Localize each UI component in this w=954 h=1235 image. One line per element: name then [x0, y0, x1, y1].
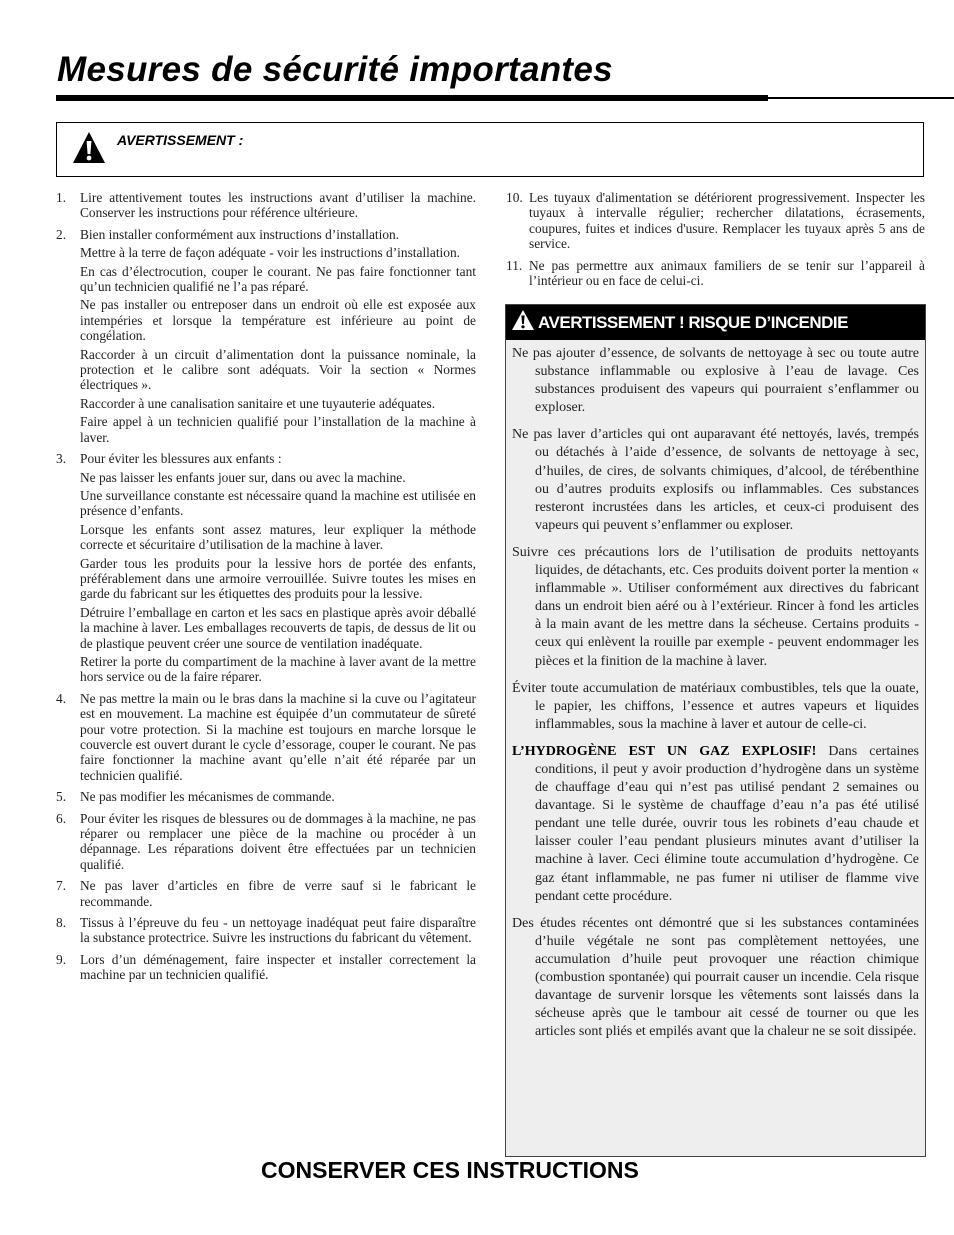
item-text: Lors d’un déménagement, faire inspecter et installer correctement la machine par un technicien qualifié. — [80, 951, 476, 983]
warning-triangle-icon — [511, 309, 535, 336]
list-item — [56, 190, 476, 221]
title-rule-thin — [768, 97, 954, 99]
item-number: 7. — [56, 878, 67, 894]
item-text: Détruire l’emballage en carton et les sacs en plastique après avoir déballé la machine à laver. Les emballages recouverts de tapis, de dessus de lit ou de plastique peuvent créer une source de ventilation inadéquate. — [80, 604, 476, 651]
list-item — [506, 190, 925, 252]
warning-triangle-icon — [72, 131, 106, 170]
item-text: Lorsque les enfants sont assez matures, leur expliquer la méthode correcte et sécuritaire d’utilisation de la machine à laver. — [80, 521, 476, 553]
item-text: Lire attentivement toutes les instructions avant d’utiliser la machine. Conserver les instructions pour référence ultérieure. — [80, 190, 476, 221]
item-text: Garder tous les produits pour la lessive hors de portée des enfants, préférablement dans une armoire verrouillée. Suivre toutes les mises en garde du fabricant sur les étiquettes des produits pour la lessive. — [80, 555, 476, 602]
right-instructions-column — [506, 190, 925, 294]
fire-warning-body — [506, 340, 925, 1041]
item-number: 5. — [56, 789, 67, 805]
list-item — [56, 451, 476, 685]
item-text: Bien installer conformément aux instructions d’installation. — [80, 226, 400, 242]
fire-warning-text: Des études récentes ont démontré que si les substances contaminées d’huile végétale ne sont pas complètement nettoyées, une accumulation d’huile peut provoquer une réaction chimique (combustion spontanée) qui pourrait causer un incendie. Cela risque davantage de survenir lorsque les vêtements sont laissés dans la sécheuse après que le tambour ait cessé de tourner ou que les articles sont pliés et empilés avant que la chaleur ne se soit dissipée. — [512, 915, 919, 1040]
page-title: Mesures de sécurité importantes — [57, 50, 613, 89]
fire-warning-text: Éviter toute accumulation de matériaux combustibles, tels que la ouate, le papier, les chiffons, l’essence et autres vapeurs et liquides inflammables, sous la machine à laver et autour de celle-ci. — [512, 680, 919, 732]
item-text: Raccorder à une canalisation sanitaire et une tuyauterie adéquates. — [80, 395, 436, 411]
item-number: 4. — [56, 690, 67, 706]
item-number: 2. — [56, 226, 67, 242]
fire-warning-text: Suivre ces précautions lors de l’utilisation de produits nettoyants liquides, de détachants, etc. Ces produits doivent porter la mention « inflammable ». Utiliser conformément aux directives du fabricant dans un endroit bien aéré ou à l’extérieur. Rincer à fond les articles à la main avant de les mettre dans la sécheuse. Certains produits - ceux qui enlèvent la rouille par exemple - peuvent endommager les pièces et la finition de la machine à laver. — [512, 544, 919, 669]
item-text: Mettre à la terre de façon adéquate - voir les instructions d’installation. — [80, 245, 461, 261]
fire-warning-paragraph — [512, 544, 919, 671]
item-number: 11. — [506, 257, 523, 273]
left-instructions-column — [56, 190, 476, 989]
fire-warning-paragraph — [512, 345, 919, 417]
fire-warning-heading: AVERTISSEMENT ! RISQUE D’INCENDIE — [538, 312, 848, 332]
fire-warning-paragraph — [512, 915, 919, 1042]
fire-warning-header — [506, 305, 925, 340]
item-number: 1. — [56, 190, 67, 205]
item-text: Pour éviter les blessures aux enfants : — [80, 451, 282, 467]
fire-warning-paragraph — [512, 426, 919, 535]
save-instructions-footer: CONSERVER CES INSTRUCTIONS — [261, 1157, 639, 1183]
list-item — [56, 915, 476, 946]
fire-warning-paragraph — [512, 743, 919, 906]
item-text: Faire appel à un technicien qualifié pour l’installation de la machine à laver. — [80, 414, 476, 445]
fire-warning-box — [505, 304, 926, 1157]
list-item — [56, 227, 476, 445]
fire-warning-text: Ne pas laver d’articles qui ont auparavant été nettoyés, lavés, trempés ou détachés à l’aide d’essence, de solvants de nettoyage à sec, d’huiles, de cires, de solvants chimiques, d’alcool, de térébenthine ou d’autres produits explosifs ou inflammables. Ces substances resteront incrustées dans les articles, et ceux-ci produisent des vapeurs qui peuvent s’enflammer ou exploser. — [512, 427, 919, 533]
list-item — [56, 952, 476, 983]
item-text: Ne pas laver d’articles en fibre de verre sauf si le fabricant le recommande. — [80, 878, 476, 909]
item-text: Les tuyaux d'alimentation se détériorent progressivement. Inspecter les tuyaux à intervalle régulier; rechercher dilatations, écrasements, coupures, fuites et indices d'usure. Remplacer les tuyaux après 5 ans de service. — [529, 190, 925, 252]
item-number: 9. — [56, 951, 67, 967]
item-text: Ne pas installer ou entreposer dans un endroit où elle est exposée aux intempéries et lorsque la température est inférieure au point de congélation. — [80, 297, 476, 344]
list-item — [56, 691, 476, 783]
item-number: 8. — [56, 915, 67, 931]
fire-warning-text: Dans certaines conditions, il peut y avoir production d’hydrogène dans un système de chauffage d’eau qui n’est pas utilisé pendant 2 semaines ou davantage. Si le système de chauffage d’eau n’a pas été utilisé pendant une telle durée, ouvrir tous les robinets d’eau chaude et laisser couler l’eau pendant plusieurs minutes avant d’utiliser la machine à laver. Ceci élimine toute accumulation d’hydrogène. Ce gaz étant inflammable, ne pas fumer ni utiliser de flamme vive pendant cette procédure. — [535, 743, 919, 904]
item-text: Ne pas laisser les enfants jouer sur, dans ou avec la machine. — [80, 469, 406, 485]
warning-label: AVERTISSEMENT : — [117, 132, 244, 148]
item-number: 3. — [56, 451, 67, 467]
fire-warning-text: Ne pas ajouter d’essence, de solvants de nettoyage à sec ou toute autre substance inflammable ou explosive à l’eau de lavage. Ces substances produisent des vapeurs qui pourraient s’enflammer ou exploser. — [512, 346, 919, 416]
title-rule — [56, 95, 768, 101]
item-number: 10. — [506, 190, 523, 205]
item-number: 6. — [56, 810, 67, 826]
list-item — [56, 789, 476, 804]
item-text: En cas d’électrocution, couper le courant. Ne pas faire fonctionner tant qu’un technicien qualifié ne l’a pas réparé. — [80, 263, 476, 295]
item-text: Ne pas modifier les mécanismes de commande. — [80, 789, 335, 805]
item-text: Pour éviter les risques de blessures ou de dommages à la machine, ne pas réparer ou remplacer une pièce de la machine ou procéder à un dépannage. Les réparations doivent être effectuées par un technicien qualifié. — [80, 810, 476, 872]
fire-warning-paragraph — [512, 680, 919, 734]
list-item — [56, 811, 476, 873]
fire-warning-emphasis: L’HYDROGÈNE EST UN GAZ EXPLOSIF! — [512, 743, 817, 759]
item-text: Ne pas mettre la main ou le bras dans la machine si la cuve ou l’agitateur est en mouvement. La machine est équipée d’un commutateur de sûreté pour votre protection. Si la machine est toujours en marche lorsque le couvercle est ouvert durant le cycle d’essorage, couper le courant. Ne pas faire fonctionner la machine avant qu’elle n’ait été réparée par un technicien qualifié. — [80, 690, 476, 783]
item-text: Raccorder à un circuit d’alimentation dont la puissance nominale, la protection et le calibre sont adéquats. Voir la section « Normes électriques ». — [80, 346, 476, 393]
list-item — [56, 878, 476, 909]
list-item — [506, 258, 925, 289]
warning-box — [56, 122, 924, 177]
item-text: Une surveillance constante est nécessaire quand la machine est utilisée en présence d’enfants. — [80, 487, 476, 519]
item-text: Retirer la porte du compartiment de la machine à laver avant de la mettre hors service ou de la faire réparer. — [80, 653, 476, 685]
item-text: Tissus à l’épreuve du feu - un nettoyage inadéquat peut faire disparaître la substance protectrice. Suivre les instructions du fabricant du vêtement. — [80, 915, 476, 946]
item-text: Ne pas permettre aux animaux familiers de se tenir sur l’appareil à l’intérieur ou en face de celui-ci. — [529, 257, 925, 289]
